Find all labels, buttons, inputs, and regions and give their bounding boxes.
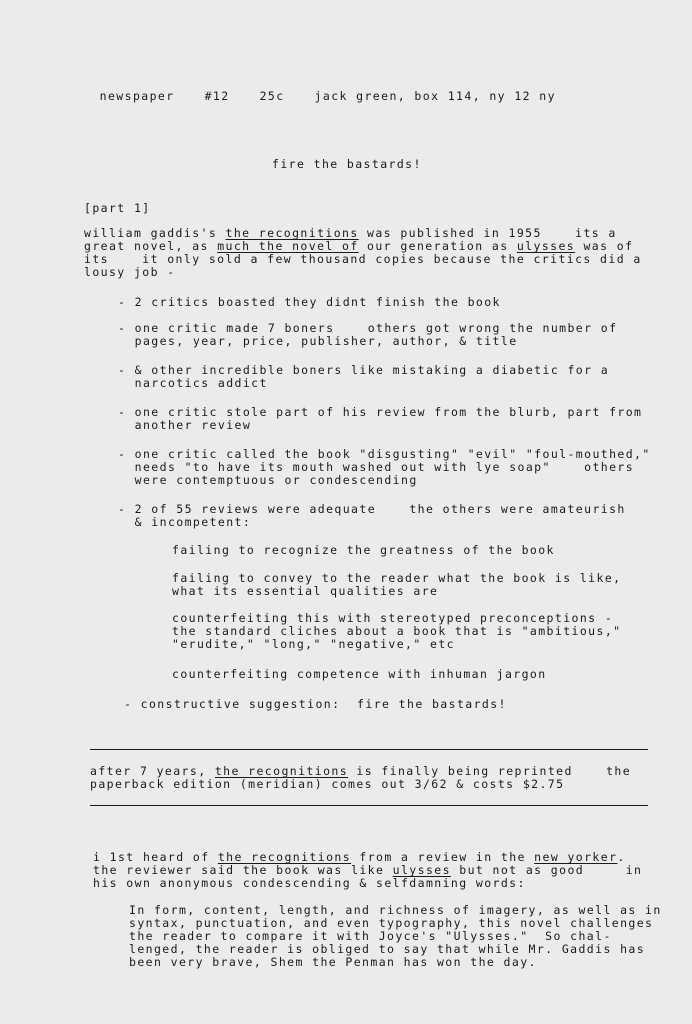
magazine-title: new yorker	[534, 850, 618, 864]
failing-line: failing to convey to the reader what the book is like,	[172, 571, 622, 585]
bullet-line: another review	[118, 418, 252, 432]
bullet-line: were contemptuous or condescending	[118, 473, 418, 487]
intro-line: lousy job -	[84, 265, 176, 279]
text: .	[617, 850, 626, 864]
reprint-line: paperback edition (meridian) comes out 3/62 & costs $2.75	[90, 777, 565, 791]
quote-line: lenged, the reader is obliged to say that while Mr. Gaddis has	[129, 942, 646, 956]
failing-line: failing to recognize the greatness of the book	[172, 543, 555, 557]
bullet-line: pages, year, price, publisher, author, & title	[118, 334, 518, 348]
divider	[90, 749, 648, 750]
emphasis: much the novel of	[217, 239, 359, 253]
quote-line: the reader to compare it with Joyce's "Ulysses." So chal-	[129, 929, 612, 943]
address: jack green, box 114, ny 12 ny	[314, 89, 556, 103]
failing-line: what its essential qualities are	[172, 584, 439, 598]
book-title: the recognitions	[225, 226, 359, 240]
text: was published in 1955 its a	[358, 226, 617, 240]
price: 25c	[259, 89, 285, 103]
publication-name: newspaper	[99, 89, 175, 103]
text: but not as good in	[450, 863, 643, 877]
failing-line: counterfeiting competence with inhuman jargon	[172, 667, 547, 681]
bullet-line: narcotics addict	[118, 376, 268, 390]
bullet-line: - 2 critics boasted they didnt finish the book	[118, 295, 501, 309]
text: after 7 years,	[90, 764, 215, 778]
text: our generation as	[358, 239, 517, 253]
masthead	[83, 77, 556, 103]
bullet-line: - & other incredible boners like mistaking a diabetic for a	[118, 363, 610, 377]
bullet-line: - one critic stole part of his review from the blurb, part from	[118, 405, 643, 419]
text: was of	[575, 239, 634, 253]
text: i 1st heard of	[93, 850, 218, 864]
book-title: the recognitions	[214, 764, 349, 778]
text: is finally being reprinted the	[348, 764, 632, 778]
book-title: the recognitions	[217, 850, 352, 864]
failing-line: counterfeiting this with stereotyped preconceptions -	[172, 611, 614, 625]
quote-line: In form, content, length, and richness of imagery, as well as in	[129, 903, 662, 917]
issue-number: #12	[204, 89, 230, 103]
text: great novel, as	[84, 239, 218, 253]
text: from a review in the	[351, 850, 535, 864]
constructive-suggestion: - constructive suggestion: fire the bastards!	[124, 697, 507, 711]
bullet-line: - one critic made 7 boners others got wrong the number of	[118, 321, 618, 335]
book-title: ulysses	[392, 863, 451, 877]
failing-line: the standard cliches about a book that is "ambitious,"	[172, 624, 622, 638]
first-heard-line: his own anonymous condescending & selfdamning words:	[93, 876, 526, 890]
intro-line: its it only sold a few thousand copies because the critics did a	[84, 252, 642, 266]
bullet-line: - one critic called the book "disgusting" "evil" "foul-mouthed,"	[118, 447, 651, 461]
quote-line: been very brave, Shem the Penman has won the day.	[129, 955, 537, 969]
text: william gaddis's	[84, 226, 226, 240]
bullet-line: needs "to have its mouth washed out with lye soap" others	[118, 460, 635, 474]
quote-line: syntax, punctuation, and even typography, this novel challenges	[129, 916, 654, 930]
failing-line: "erudite," "long," "negative," etc	[172, 637, 456, 651]
bullet-line: & incompetent:	[118, 515, 252, 529]
bullet-line: - 2 of 55 reviews were adequate the others were amateurish	[118, 502, 626, 516]
divider	[90, 805, 648, 806]
headline: fire the bastards!	[272, 157, 422, 171]
part-label: [part 1]	[84, 201, 151, 215]
text: the reviewer said the book was like	[93, 863, 393, 877]
book-title: ulysses	[516, 239, 576, 253]
